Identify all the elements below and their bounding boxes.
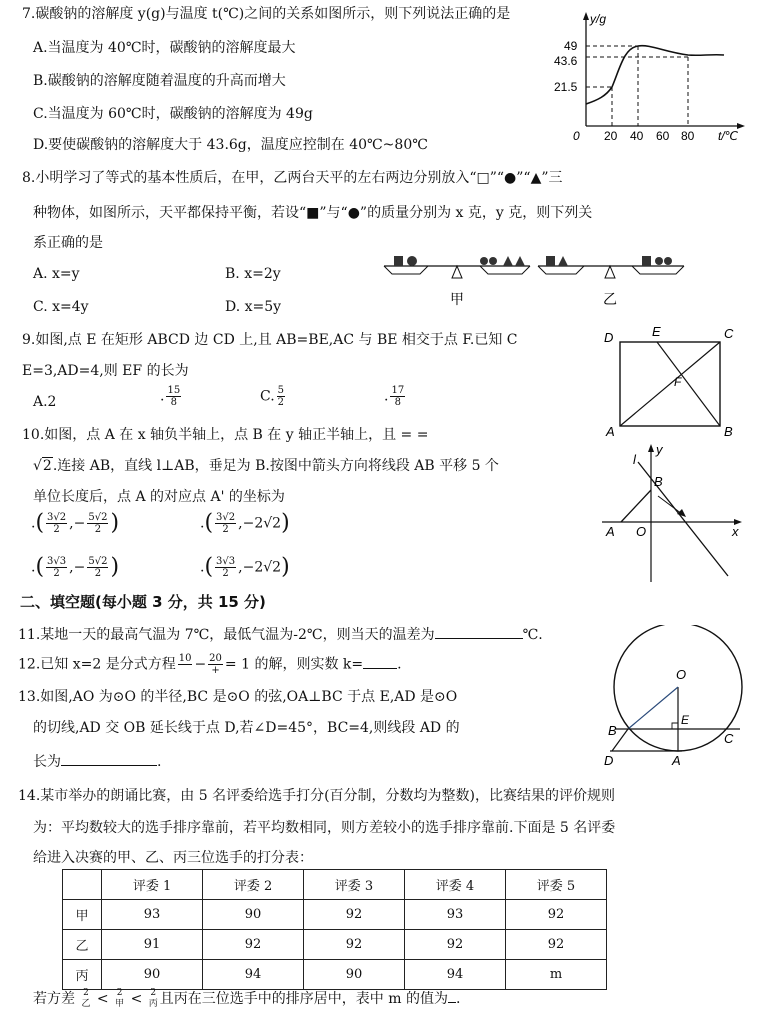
q13-line3: 长为 . xyxy=(33,751,161,772)
graph-x-tick-60: 60 xyxy=(656,129,670,143)
q12-line: 12.已知 x=2 是分式方程 10 − $\frac{20}{+}$ = 1 的解，则实数 k= . xyxy=(18,653,402,676)
graph-y-tick-49: 49 xyxy=(564,39,578,53)
table-cell: 丙 xyxy=(63,960,102,990)
table-cell: 90 xyxy=(304,960,405,990)
table-header-row xyxy=(63,870,607,900)
table-cell: 94 xyxy=(203,960,304,990)
table-cell: 90 xyxy=(203,900,304,930)
q13-circle-figure xyxy=(600,625,760,770)
q8-stem-line2: 种物体，如图所示，天平都保持平衡，若设“■”与“●”的质量分别为 x 克，y 克，则下列关 xyxy=(33,205,593,221)
q7-option-c: C.当温度为 60℃时，碳酸钠的溶解度为 49g xyxy=(33,106,313,122)
table-cell: 92 xyxy=(203,930,304,960)
q14-last-line: 若方差 2 乙 < 2 甲 < 2 丙 且丙在三位选手中的排序居中，表中 m 的值为 . xyxy=(33,988,461,1009)
q10-option-d: .( $\frac{3√3}{2}$ ,−2√2) xyxy=(200,554,290,580)
table-header-cell xyxy=(63,870,102,900)
svg-text:l: l xyxy=(633,452,636,467)
q14-line3: 给进入决赛的甲、乙、丙三位选手的打分表： xyxy=(33,850,313,866)
q7-stem: 7.碳酸钠的溶解度 y(g)与温度 t(℃)之间的关系如图所示，则下列说法正确的是 xyxy=(22,6,511,22)
q7-option-b: B.碳酸钠的溶解度随着温度的升高而增大 xyxy=(33,73,286,89)
q8-option-c: C. x=4y xyxy=(33,299,89,315)
svg-text:C: C xyxy=(724,731,734,746)
q8-option-b: B. x=2y xyxy=(225,266,281,282)
q12-answer-blank[interactable] xyxy=(363,654,397,669)
table-header-cell: 评委 3 xyxy=(304,870,405,900)
svg-text:B: B xyxy=(654,474,663,489)
table-cell: 甲 xyxy=(63,900,102,930)
table-row xyxy=(63,930,607,960)
graph-x-label: t/℃ xyxy=(718,129,739,143)
q10-option-a: .( $\frac{3√2}{2}$ ,− $\frac{5√2}{2}$ ) xyxy=(31,510,120,536)
q9-option-c: C. $\frac{5}{2}$ xyxy=(260,385,285,408)
svg-text:A: A xyxy=(606,524,615,539)
table-row xyxy=(63,900,607,930)
table-cell: m xyxy=(505,960,606,990)
table-header-cell: 评委 5 xyxy=(505,870,606,900)
section-title-fill-in: 二、填空题(每小题 3 分，共 15 分) xyxy=(20,593,266,611)
table-header-cell: 评委 1 xyxy=(102,870,203,900)
q11-answer-blank[interactable] xyxy=(435,624,523,639)
q9-stem-line1: 9.如图,点 E 在矩形 ABCD 边 CD 上,且 AB=BE,AC 与 BE 相交于点 F.已知 C xyxy=(22,332,518,348)
q10-option-c: .( $\frac{3√3}{2}$ ,− $\frac{5√2}{2}$ ) xyxy=(31,554,120,580)
q7-option-a: A.当温度为 40℃时，碳酸钠的溶解度最大 xyxy=(33,40,296,56)
table-cell: 91 xyxy=(102,930,203,960)
graph-y-tick-21-5: 21.5 xyxy=(554,80,578,94)
q8-option-d: D. x=5y xyxy=(225,299,282,315)
q8-stem-line3: 系正确的是 xyxy=(33,235,103,251)
table-cell: 92 xyxy=(304,900,405,930)
q9-option-d: . $\frac{17}{8}$ xyxy=(384,385,405,408)
table-cell: 94 xyxy=(405,960,506,990)
table-cell: 92 xyxy=(304,930,405,960)
q9-option-b: . $\frac{15}{8}$ xyxy=(160,385,181,408)
graph-origin: 0 xyxy=(573,129,580,143)
q10-coordinate-figure xyxy=(596,440,746,585)
svg-text:x: x xyxy=(732,524,739,539)
q14-line1: 14.某市举办的朗诵比赛，由 5 名评委给选手打分(百分制，分数均为整数)，比赛结果的评价规则 xyxy=(18,788,615,804)
table-cell: 90 xyxy=(102,960,203,990)
table-cell: 92 xyxy=(405,930,506,960)
q13-line2: 的切线,AD 交 OB 延长线于点 D,若∠D=45°，BC=4,则线段 AD 的 xyxy=(33,720,460,736)
scale-label-yi: 乙 xyxy=(603,291,617,307)
q7-option-d: D.要使碳酸钠的溶解度大于 43.6g，温度应控制在 40℃~80℃ xyxy=(33,137,428,153)
q9-rectangle-figure xyxy=(600,320,750,445)
graph-x-tick-80: 80 xyxy=(681,129,695,143)
svg-text:C: C xyxy=(724,326,734,341)
q14-line2: 为：平均数较大的选手排序靠前，若平均数相同，则方差较小的选手排序靠前.下面是 5 名评委 xyxy=(33,820,616,836)
table-header-cell: 评委 2 xyxy=(203,870,304,900)
q7-solubility-graph xyxy=(540,8,765,143)
svg-text:F: F xyxy=(674,375,682,389)
q10-stem-line2: √2.连接 AB，直线 l⊥AB，垂足为 B.按图中箭头方向将线段 AB 平移 5 个 xyxy=(33,458,499,474)
q10-option-b: .( $\frac{3√2}{2}$ ,−2√2) xyxy=(200,510,290,536)
q14-score-table xyxy=(62,869,607,990)
balance-scale-jia xyxy=(384,256,530,278)
svg-text:y: y xyxy=(656,442,663,457)
svg-text:B: B xyxy=(724,424,733,439)
graph-x-tick-20: 20 xyxy=(604,129,618,143)
graph-y-label: y/g xyxy=(590,12,607,26)
graph-y-tick-43-6: 43.6 xyxy=(554,54,578,68)
table-header-cell: 评委 4 xyxy=(405,870,506,900)
table-cell: 92 xyxy=(505,930,606,960)
svg-text:O: O xyxy=(676,667,687,682)
svg-text:D: D xyxy=(604,753,614,768)
svg-text:E: E xyxy=(681,713,690,727)
q8-balance-scales xyxy=(380,252,690,314)
scale-label-jia: 甲 xyxy=(450,291,464,307)
q8-stem-line1: 8.小明学习了等式的基本性质后，在甲，乙两台天平的左右两边分别放入“□”“●”“▲”三 xyxy=(22,170,563,186)
graph-x-tick-40: 40 xyxy=(630,129,644,143)
table-cell: 92 xyxy=(505,900,606,930)
svg-text:A: A xyxy=(672,753,681,768)
q14-answer-blank[interactable] xyxy=(448,988,456,1003)
q9-stem-line2: E=3,AD=4,则 EF 的长为 xyxy=(22,363,189,379)
q8-option-a: A. x=y xyxy=(33,266,80,282)
table-cell: 乙 xyxy=(63,930,102,960)
table-row xyxy=(63,960,607,990)
svg-text:D: D xyxy=(604,330,614,345)
svg-text:O: O xyxy=(636,524,647,539)
svg-text:A: A xyxy=(606,424,615,439)
svg-text:B: B xyxy=(608,723,617,738)
table-cell: 93 xyxy=(405,900,506,930)
q13-answer-blank[interactable] xyxy=(61,751,157,766)
table-cell: 93 xyxy=(102,900,203,930)
q11-line: 11.某地一天的最高气温为 7℃，最低气温为-2℃，则当天的温差为 ℃. xyxy=(18,624,543,645)
q9-option-a: A.2 xyxy=(33,394,57,410)
svg-text:E: E xyxy=(652,324,661,339)
q10-stem-line3: 单位长度后，点 A 的对应点 A' 的坐标为 xyxy=(33,489,285,505)
q13-line1: 13.如图,AO 为⊙O 的半径,BC 是⊙O 的弦,OA⊥BC 于点 E,AD 是⊙O xyxy=(18,689,458,705)
q10-stem-line1: 10.如图，点 A 在 x 轴负半轴上，点 B 在 y 轴正半轴上，且 = = xyxy=(22,427,429,443)
balance-scale-yi xyxy=(538,256,684,278)
